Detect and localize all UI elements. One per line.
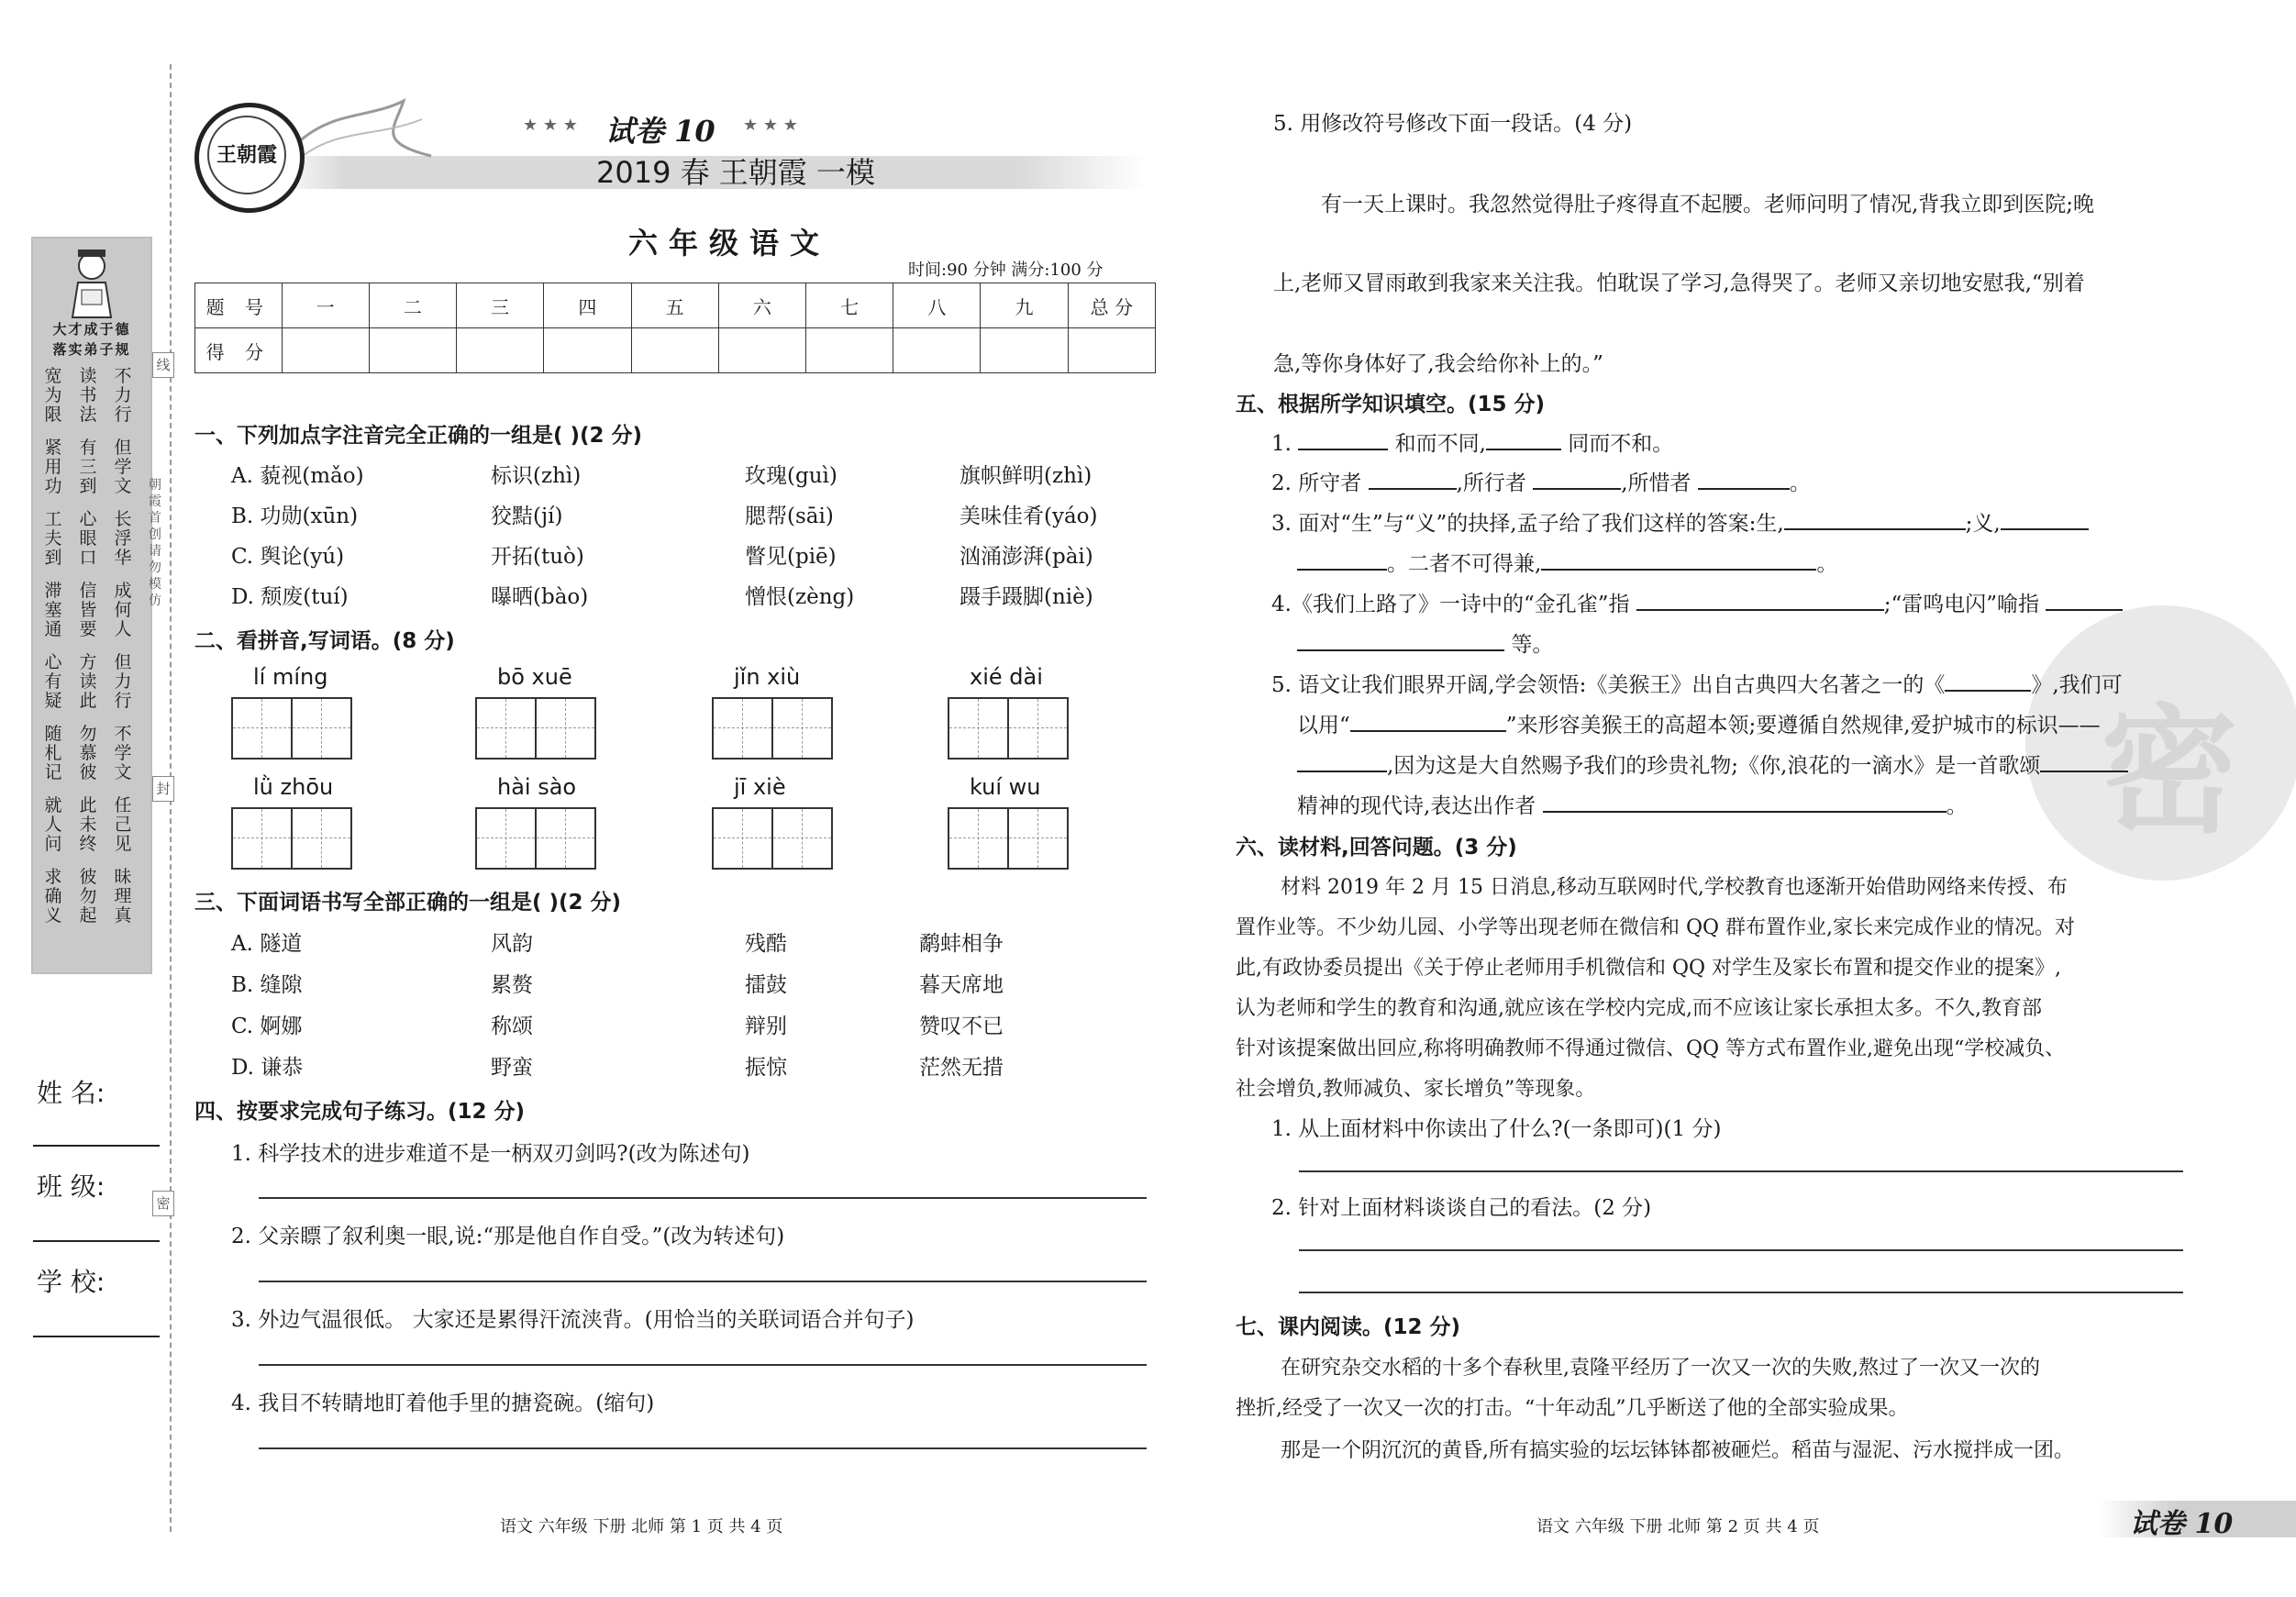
corner-exam-tag: 试卷 10 xyxy=(2130,1508,2234,1540)
s3-option: B. 缝隙 xyxy=(231,973,303,997)
section-1-title: 一、下列加点字注音完全正确的一组是( )(2 分) xyxy=(194,424,643,448)
fill-blank[interactable] xyxy=(2040,750,2128,772)
seal-char-feng: 封 xyxy=(152,776,174,802)
motto-column: 彼勿起 xyxy=(79,867,97,926)
s5-text: ,所惜者 xyxy=(1621,471,1691,495)
motto-figure xyxy=(60,246,124,319)
school-label: 学 校: xyxy=(37,1267,105,1297)
pinyin-label: lǜ zhōu xyxy=(253,774,334,800)
motto-column: 成何人 xyxy=(114,581,132,639)
s1-option: D. 颓废(tuí) xyxy=(231,585,349,609)
stars-right: ★ ★ ★ xyxy=(743,116,798,135)
s1-option: C. 舆论(yú) xyxy=(231,545,345,569)
fill-blank[interactable] xyxy=(1297,629,1504,651)
score-cell: 总 分 xyxy=(1068,283,1155,328)
writing-grid[interactable] xyxy=(712,807,833,870)
s1-option: 标识(zhì) xyxy=(491,464,582,488)
motto-column: 勿慕彼 xyxy=(79,724,97,782)
score-cell: 一 xyxy=(282,283,369,328)
motto-column: 随札记 xyxy=(44,724,62,782)
fill-blank[interactable] xyxy=(1350,710,1506,732)
score-cell: 八 xyxy=(893,283,981,328)
answer-line[interactable] xyxy=(259,1281,1147,1282)
seal-char-xian: 线 xyxy=(152,352,174,378)
s5-line-2 xyxy=(1271,466,1811,496)
s5-text: 。 xyxy=(1946,794,1968,818)
pinyin-label: lí míng xyxy=(253,664,328,690)
s1-option: A. 藐视(mǎo) xyxy=(231,464,364,488)
score-cell: 三 xyxy=(457,283,544,328)
page-1-footer: 语文 六年级 下册 北师 第 1 页 共 4 页 xyxy=(500,1517,783,1536)
grid-guide xyxy=(1037,699,1038,758)
s5-line-1 xyxy=(1271,427,1673,457)
s1-option: 腮帮(sāi) xyxy=(745,505,834,528)
grid-guide xyxy=(802,809,803,868)
pinyin-label: kuí wu xyxy=(970,774,1041,800)
name-label: 姓 名: xyxy=(37,1078,105,1108)
q5-line-1: 有一天上课时。我忽然觉得肚子疼得直不起腰。老师问明了情况,背我立即到医院;晚 xyxy=(1321,193,2095,216)
fill-blank[interactable] xyxy=(1297,549,1387,571)
s5-text: ;“雷鸣电闪”喻指 xyxy=(1883,593,2040,616)
s6-question-2: 2. 针对上面材料谈谈自己的看法。(2 分) xyxy=(1271,1196,1652,1220)
s5-line-5a xyxy=(1271,668,2123,698)
exam-number: 试卷 10 xyxy=(605,114,715,149)
writing-grid[interactable] xyxy=(475,807,596,870)
s3-option: 振惊 xyxy=(745,1056,787,1080)
fill-blank[interactable] xyxy=(1533,468,1621,490)
score-table-score-row xyxy=(195,328,1156,373)
s7-line-3: 那是一个阴沉沉的黄昏,所有搞实验的坛坛钵钵都被砸烂。稻苗与湿泥、污水搅拌成一团。 xyxy=(1281,1439,2074,1462)
page-2-footer: 语文 六年级 下册 北师 第 2 页 共 4 页 xyxy=(1536,1517,1820,1536)
class-field[interactable] xyxy=(33,1240,160,1242)
section-7-title: 七、课内阅读。(12 分) xyxy=(1236,1315,1461,1339)
exam-title: 2019 春 王朝霞 一模 xyxy=(596,155,875,190)
s3-option: 风韵 xyxy=(491,932,533,956)
score-cell: 二 xyxy=(369,283,456,328)
s3-option: 累赘 xyxy=(491,973,533,997)
pinyin-label: jī xiè xyxy=(734,774,786,800)
time-info: 时间:90 分钟 满分:100 分 xyxy=(908,261,1104,280)
motto-column: 任己见 xyxy=(114,795,132,854)
fill-blank[interactable] xyxy=(1369,468,1457,490)
stars-left: ★ ★ ★ xyxy=(523,116,578,135)
section-5-title: 五、根据所学知识填空。(15 分) xyxy=(1236,393,1546,416)
score-input[interactable] xyxy=(544,328,631,373)
s3-option: 野蛮 xyxy=(491,1056,533,1080)
score-input[interactable] xyxy=(893,328,981,373)
motto-head-2: 落实弟子规 xyxy=(52,341,131,358)
s1-option: 蹑手蹑脚(niè) xyxy=(959,585,1093,609)
score-input[interactable] xyxy=(631,328,718,373)
fill-blank[interactable] xyxy=(1636,589,1884,611)
answer-line[interactable] xyxy=(1299,1249,2183,1251)
pinyin-label: xié dài xyxy=(970,664,1043,690)
motto-column: 求确义 xyxy=(44,867,62,926)
fill-blank[interactable] xyxy=(1698,468,1790,490)
writing-grid[interactable] xyxy=(231,697,352,760)
s5-line-5c xyxy=(1297,749,2128,779)
score-cell: 七 xyxy=(805,283,893,328)
fill-blank[interactable] xyxy=(2046,589,2123,611)
motto-column: 工夫到 xyxy=(44,509,62,568)
motto-column: 此未终 xyxy=(79,795,97,854)
pinyin-label: bō xuē xyxy=(497,664,572,690)
score-table xyxy=(194,283,1156,373)
fill-blank[interactable] xyxy=(1486,428,1561,450)
q5-line-2: 上,老师又冒雨敢到我家来关注我。怕耽误了学习,急得哭了。老师又亲切地安慰我,“别着 xyxy=(1273,272,2085,295)
grid-guide xyxy=(565,809,566,868)
answer-line[interactable] xyxy=(1299,1292,2183,1293)
s5-text: 》,我们可 xyxy=(2031,673,2123,697)
s5-text: ,因为这是大自然赐予我们的珍贵礼物;《你,浪花的一滴水》是一首歌颂 xyxy=(1387,754,2041,778)
s7-line-2: 挫折,经受了一次又一次的打击。“十年动乱”几乎断送了他的全部实验成果。 xyxy=(1236,1397,1909,1420)
s3-option: 辩别 xyxy=(745,1015,787,1038)
motto-column: 方读此 xyxy=(79,652,97,711)
s3-option: D. 谦恭 xyxy=(231,1056,304,1080)
score-cell: 九 xyxy=(981,283,1068,328)
s4-item-3: 3. 外边气温很低。 大家还是累得汗流浃背。(用恰当的关联词语合并句子) xyxy=(231,1308,915,1332)
s6-line-1: 材料 2019 年 2 月 15 日消息,移动互联网时代,学校教育也逐渐开始借助网络来传授、布 xyxy=(1281,876,2068,899)
s1-option: 开拓(tuò) xyxy=(491,545,584,569)
section-6-title: 六、读材料,回答问题。(3 分) xyxy=(1236,836,1517,859)
s1-option: 汹涌澎湃(pài) xyxy=(959,545,1093,569)
s5-text: 5. 语文让我们眼界开阔,学会领悟:《美猴王》出自古典四大名著之一的《 xyxy=(1271,673,1946,697)
score-cell: 题 号 xyxy=(195,283,283,328)
s5-text: 同而不和。 xyxy=(1568,432,1674,456)
s1-option: 曝晒(bào) xyxy=(491,585,589,609)
s5-text: ,所行者 xyxy=(1456,471,1526,495)
answer-line[interactable] xyxy=(259,1447,1147,1449)
motto-column: 信皆要 xyxy=(79,581,97,639)
s1-option: B. 功勋(xūn) xyxy=(231,505,359,528)
s5-text: ;义, xyxy=(1965,512,2001,536)
pinyin-label: hài sào xyxy=(497,774,577,800)
score-input[interactable] xyxy=(457,328,544,373)
s5-text: 1. xyxy=(1271,432,1292,456)
answer-line[interactable] xyxy=(1299,1170,2183,1172)
s6-line-4: 认为老师和学生的教育和沟通,就应该在学校内完成,而不应该让家长承担太多。不久,教育部 xyxy=(1236,997,2042,1020)
name-field[interactable] xyxy=(33,1145,160,1147)
score-cell: 五 xyxy=(631,283,718,328)
fill-blank[interactable] xyxy=(1945,670,2031,692)
fill-blank[interactable] xyxy=(1543,791,1947,813)
s1-option: 美味佳肴(yáo) xyxy=(959,505,1098,528)
subject-title: 六年级语文 xyxy=(628,226,831,261)
motto-column: 读书法 xyxy=(79,366,97,425)
writing-grid[interactable] xyxy=(231,807,352,870)
s5-text: 4.《我们上路了》一诗中的“金孔雀”指 xyxy=(1271,593,1630,616)
s5-text: 。二者不可得兼, xyxy=(1387,552,1542,576)
s4-item-1: 1. 科学技术的进步难道不是一柄双刃剑吗?(改为陈述句) xyxy=(231,1142,750,1166)
fill-blank[interactable] xyxy=(1297,750,1387,772)
score-cell: 四 xyxy=(544,283,631,328)
s3-option: A. 隧道 xyxy=(231,932,303,956)
s6-line-3: 此,有政协委员提出《关于停止老师用手机微信和 QQ 对学生及家长布置和提交作业的提案》, xyxy=(1236,957,2062,980)
section-2-title: 二、看拼音,写词语。(8 分) xyxy=(194,629,455,653)
answer-line[interactable] xyxy=(259,1364,1147,1366)
s3-option: 鹬蚌相争 xyxy=(919,932,1004,956)
s6-line-6: 社会增负,教师减负、家长增负”等现象。 xyxy=(1236,1078,1596,1101)
s4-item-4: 4. 我目不转睛地盯着他手里的搪瓷碗。(缩句) xyxy=(231,1392,655,1415)
motto-column: 紧用功 xyxy=(44,438,62,496)
writing-grid[interactable] xyxy=(475,697,596,760)
watermark-seal-char: 密 xyxy=(2101,691,2239,852)
score-table-header-row xyxy=(195,283,1156,328)
s1-option: 憎恨(zèng) xyxy=(745,585,855,609)
score-row-label: 得 分 xyxy=(195,328,283,373)
grid-guide xyxy=(802,699,803,758)
s1-option: 瞥见(piē) xyxy=(745,545,837,569)
s5-line-3a xyxy=(1271,506,2089,537)
s3-option: 暮天席地 xyxy=(919,973,1004,997)
s6-question-1: 1. 从上面材料中你读出了什么?(一条即可)(1 分) xyxy=(1271,1117,1722,1141)
motto-column: 不学文 xyxy=(114,724,132,782)
answer-line[interactable] xyxy=(259,1197,1147,1199)
s4-item-2: 2. 父亲瞟了叙利奥一眼,说:“那是他自作自受。”(改为转述句) xyxy=(231,1225,785,1248)
s5-line-5b xyxy=(1297,708,2101,738)
s3-option: C. 婀娜 xyxy=(231,1015,303,1038)
s5-line-4a xyxy=(1271,587,2123,617)
motto-column: 不力行 xyxy=(114,366,132,425)
q5-title: 5. 用修改符号修改下面一段话。(4 分) xyxy=(1273,112,1633,136)
s1-option: 狡黠(jí) xyxy=(491,505,563,528)
fill-blank[interactable] xyxy=(2001,508,2089,530)
s1-option: 玫瑰(guì) xyxy=(745,464,837,488)
writing-grid[interactable] xyxy=(712,697,833,760)
score-input[interactable] xyxy=(981,328,1068,373)
motto-column: 昧理真 xyxy=(114,867,132,926)
seal-char-mi: 密 xyxy=(152,1191,174,1216)
s3-option: 擂鼓 xyxy=(745,973,787,997)
motto-column: 心眼口 xyxy=(79,509,97,568)
vertical-note: 朝霞首创 请勿模仿 xyxy=(149,478,161,608)
grid-guide xyxy=(1037,809,1038,868)
brand-logo: 王朝霞 xyxy=(207,116,286,194)
s3-option: 称颂 xyxy=(491,1015,533,1038)
s5-line-5d xyxy=(1297,789,1968,819)
s5-line-4b xyxy=(1297,627,1553,658)
score-input[interactable] xyxy=(282,328,369,373)
section-3-title: 三、下面词语书写全部正确的一组是( )(2 分) xyxy=(194,891,622,915)
motto-columns xyxy=(33,360,150,947)
s6-line-2: 置作业等。不少幼儿园、小学等出现老师在微信和 QQ 群布置作业,家长来完成作业的情况。对 xyxy=(1236,916,2076,939)
s6-line-5: 针对该提案做出回应,称将明确教师不得通过微信、QQ 等方式布置作业,避免出现“学校减负、 xyxy=(1236,1037,2066,1060)
s3-option: 残酷 xyxy=(745,932,787,956)
ribbon-decoration xyxy=(294,92,440,165)
s5-text: 以用“ xyxy=(1297,714,1350,738)
class-label: 班 级: xyxy=(37,1171,105,1202)
motto-column: 滞塞通 xyxy=(44,581,62,639)
score-input[interactable] xyxy=(1068,328,1155,373)
motto-column: 但力行 xyxy=(114,652,132,711)
motto-head-1: 大才成于德 xyxy=(52,321,131,338)
s5-text: 精神的现代诗,表达出作者 xyxy=(1297,794,1536,818)
score-cell: 六 xyxy=(718,283,805,328)
fill-blank[interactable] xyxy=(1298,428,1388,450)
s5-text: 等。 xyxy=(1511,633,1554,657)
grid-guide xyxy=(321,699,322,758)
motto-column: 宽为限 xyxy=(44,366,62,425)
q5-line-3: 急,等你身体好了,我会给你补上的。” xyxy=(1273,352,1603,376)
s3-option: 茫然无措 xyxy=(919,1056,1004,1080)
s3-option: 赞叹不已 xyxy=(919,1015,1004,1038)
writing-grid[interactable] xyxy=(948,807,1069,870)
s1-option: 旗帜鲜明(zhì) xyxy=(959,464,1093,488)
score-input[interactable] xyxy=(369,328,456,373)
s5-line-3b xyxy=(1297,547,1837,577)
school-field[interactable] xyxy=(33,1336,160,1337)
score-input[interactable] xyxy=(805,328,893,373)
section-4-title: 四、按要求完成句子练习。(12 分) xyxy=(194,1100,526,1124)
s5-text: 。 xyxy=(1789,471,1811,495)
motto-column: 有三到 xyxy=(79,438,97,496)
s5-text: 3. 面对“生”与“义”的抉择,孟子给了我们这样的答案:生, xyxy=(1271,512,1784,536)
s5-text: 和而不同, xyxy=(1394,432,1486,456)
s5-text: 2. 所守者 xyxy=(1271,471,1362,495)
score-input[interactable] xyxy=(718,328,805,373)
s5-text: 。 xyxy=(1816,552,1838,576)
pinyin-label: jǐn xiù xyxy=(734,664,801,690)
motto-column: 就人问 xyxy=(44,795,62,854)
grid-guide xyxy=(321,809,322,868)
motto-panel xyxy=(31,237,152,974)
motto-column: 但学文 xyxy=(114,438,132,496)
motto-column: 心有疑 xyxy=(44,652,62,711)
grid-guide xyxy=(565,699,566,758)
s5-text: ”来形容美猴王的高超本领;要遵循自然规律,爱护城市的标识—— xyxy=(1505,714,2101,738)
motto-column: 长浮华 xyxy=(114,509,132,568)
fill-blank[interactable] xyxy=(1784,508,1966,530)
fill-blank[interactable] xyxy=(1541,549,1816,571)
writing-grid[interactable] xyxy=(948,697,1069,760)
s7-line-1: 在研究杂交水稻的十多个春秋里,袁隆平经历了一次又一次的失败,熬过了一次又一次的 xyxy=(1281,1357,2040,1380)
